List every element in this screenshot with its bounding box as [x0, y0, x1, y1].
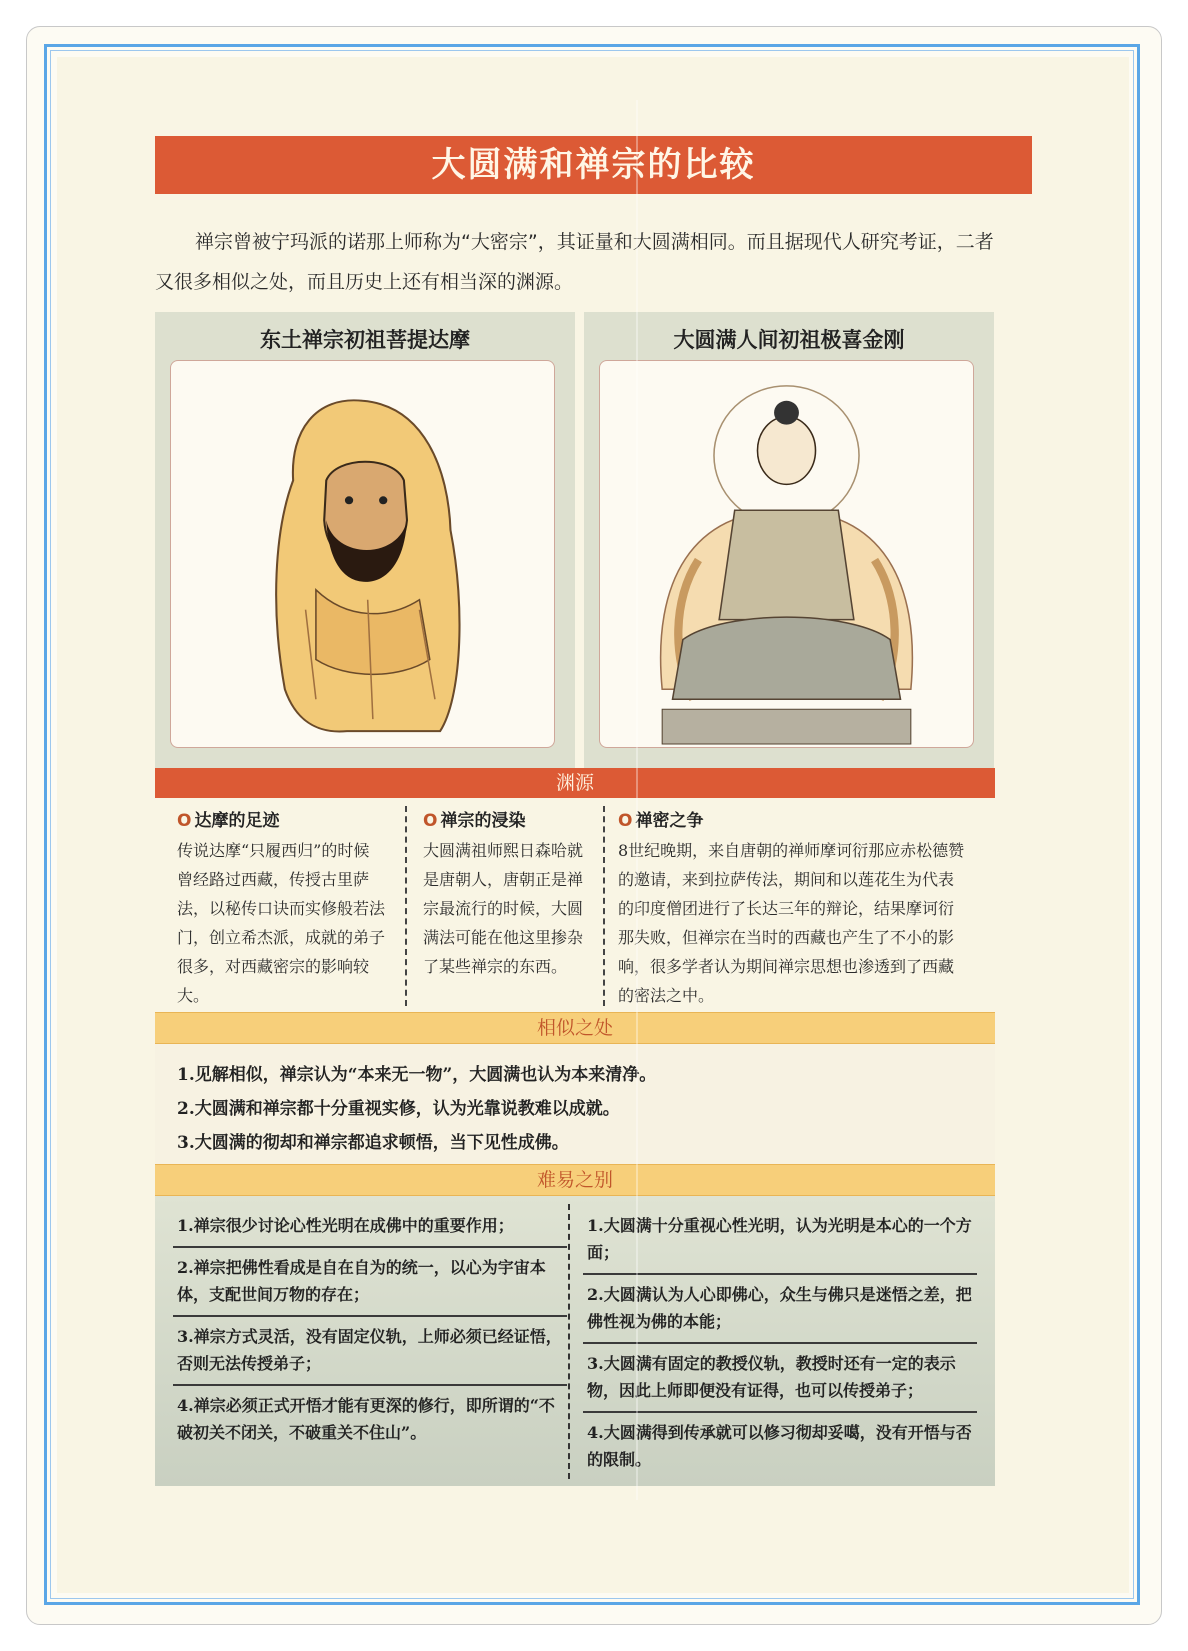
garab-dorje-image [599, 360, 974, 748]
circle-bullet-icon: O [618, 811, 633, 831]
circle-bullet-icon: O [423, 811, 438, 831]
page-title: 大圆满和禅宗的比较 [155, 136, 1032, 194]
difficulty-item: 4.大圆满得到传承就可以修习彻却妥噶，没有开悟与否的限制。 [587, 1423, 972, 1469]
origin-section [155, 800, 995, 1010]
section-origin-title: 渊源 [155, 768, 995, 798]
section-similar-title: 相似之处 [155, 1012, 995, 1044]
origin-heading: 达摩的足迹 [194, 811, 280, 831]
similar-item: 1.见解相似，禅宗认为“本来无一物”，大圆满也认为本来清净。 [177, 1065, 657, 1085]
bodhidharma-image [170, 360, 555, 748]
panel-right-title: 大圆满人间初祖极喜金刚 [673, 328, 905, 352]
intro-paragraph: 禅宗曾被宁玛派的诺那上师称为“大密宗”，其证量和大圆满相同。而且据现代人研究考证，二者又很多相似之处，而且历史上还有相当深的渊源。 [155, 231, 994, 293]
difficulty-item: 3.大圆满有固定的教授仪轨，教授时还有一定的表示物，因此上师即便没有证得，也可以传授弟子； [583, 1344, 977, 1413]
panel-garab-dorje [584, 312, 994, 768]
origin-text: 8世纪晚期，来自唐朝的禅师摩诃衍那应赤松德赞的邀请，来到拉萨传法，期间和以莲花生为代表的印度僧团进行了长达三年的辩论，结果摩诃衍那失败，但禅宗在当时的西藏也产生了不小的影响，很多学者认为期间禅宗思想也渗透到了西藏的密法之中。 [618, 841, 965, 1005]
origin-heading: 禅宗的浸染 [440, 811, 526, 831]
page-fold-line [636, 100, 638, 1500]
origin-item [423, 808, 583, 981]
section-difficulty-title: 难易之别 [155, 1164, 995, 1196]
difficulty-item: 1.禅宗很少讨论心性光明在成佛中的重要作用； [173, 1206, 567, 1248]
difficulty-section [155, 1196, 995, 1486]
origin-item [618, 808, 968, 1010]
similar-item: 2.大圆满和禅宗都十分重视实修，认为光靠说教难以成就。 [177, 1099, 620, 1119]
panel-left-title: 东土禅宗初祖菩提达摩 [260, 328, 470, 352]
similar-section [155, 1044, 995, 1164]
similar-item: 3.大圆满的彻却和禅宗都追求顿悟，当下见性成佛。 [177, 1133, 569, 1153]
garab-dorje-icon [600, 361, 973, 747]
circle-bullet-icon: O [177, 811, 192, 831]
difficulty-item: 1.大圆满十分重视心性光明，认为光明是本心的一个方面； [583, 1206, 977, 1275]
origin-item [177, 808, 385, 1010]
difficulty-item: 3.禅宗方式灵活，没有固定仪轨，上师必须已经证悟，否则无法传授弟子； [173, 1317, 567, 1386]
bodhidharma-icon [171, 361, 554, 747]
difficulty-zen-column [173, 1206, 567, 1453]
difficulty-dzogchen-column [583, 1206, 977, 1480]
divider [568, 1204, 570, 1479]
difficulty-item: 2.大圆满认为人心即佛心，众生与佛只是迷悟之差，把佛性视为佛的本能； [583, 1275, 977, 1344]
origin-text: 大圆满祖师熙日森哈就是唐朝人，唐朝正是禅宗最流行的时候，大圆满法可能在他这里掺杂了某些禅宗的东西。 [423, 841, 584, 976]
difficulty-item: 2.禅宗把佛性看成是自在自为的统一，以心为宇宙本体，支配世间万物的存在； [173, 1248, 567, 1317]
divider [405, 806, 407, 1006]
divider [603, 806, 605, 1006]
origin-heading: 禅密之争 [635, 811, 704, 831]
panel-bodhidharma [155, 312, 575, 768]
difficulty-item: 4.禅宗必须正式开悟才能有更深的修行，即所谓的“不破初关不闭关，不破重关不住山”。 [177, 1396, 555, 1442]
origin-text: 传说达摩“只履西归”的时候曾经路过西藏，传授古里萨法，以秘传口诀而实修般若法门，创立希杰派，成就的弟子很多，对西藏密宗的影响较大。 [177, 841, 386, 1005]
